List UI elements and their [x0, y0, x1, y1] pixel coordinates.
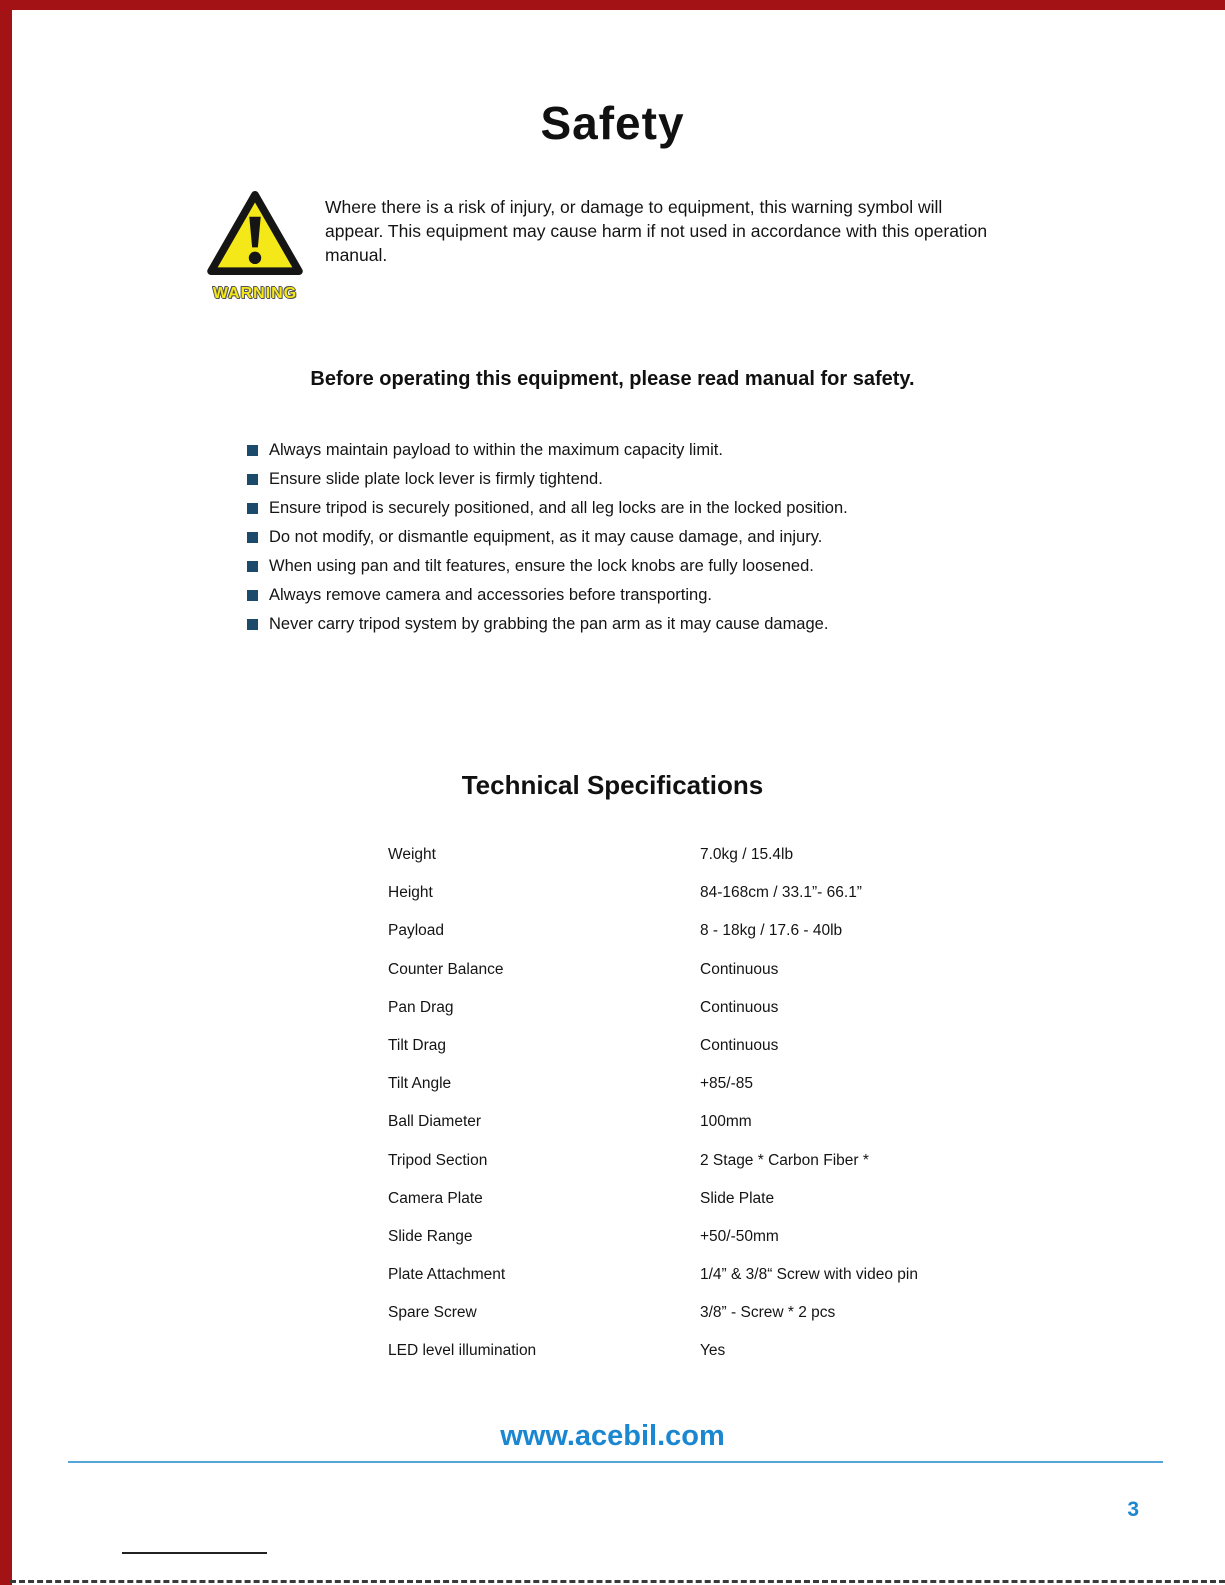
safety-heading: Before operating this equipment, please read manual for safety.: [310, 368, 915, 390]
square-bullet-icon: [247, 445, 258, 456]
page-title: Safety: [540, 97, 685, 149]
spec-row: [388, 1075, 1028, 1113]
spec-row: [388, 1190, 1028, 1228]
spec-row: [388, 1266, 1028, 1304]
spec-row: [388, 961, 1028, 999]
spec-row: [388, 999, 1028, 1037]
square-bullet-icon: [247, 532, 258, 543]
safety-item-text: Ensure tripod is securely positioned, and all leg locks are in the locked position.: [269, 499, 848, 517]
spec-value: +85/-85: [700, 1075, 754, 1093]
spec-value: Yes: [700, 1342, 726, 1360]
spec-row: [388, 1037, 1028, 1075]
website-url: www.acebil.com: [500, 1420, 725, 1452]
square-bullet-icon: [247, 619, 258, 630]
safety-item-text: When using pan and tilt features, ensure the lock knobs are fully loosened.: [269, 557, 814, 575]
spec-label: Tilt Drag: [388, 1036, 446, 1054]
scan-edge-top: [0, 0, 1225, 10]
spec-row: [388, 1113, 1028, 1151]
square-bullet-icon: [247, 561, 258, 572]
specs-table: [388, 846, 1028, 1381]
spec-row: [388, 884, 1028, 922]
square-bullet-icon: [247, 474, 258, 485]
square-bullet-icon: [247, 503, 258, 514]
safety-list-item: [247, 465, 848, 494]
spec-value: Continuous: [700, 1036, 779, 1054]
spec-label: Pan Drag: [388, 998, 454, 1016]
warning-label: WARNING: [212, 285, 298, 302]
warning-triangle-icon: [207, 190, 303, 276]
spec-label: Tripod Section: [388, 1151, 488, 1169]
scan-edge-bottom: [10, 1580, 1225, 1583]
spec-label: Camera Plate: [388, 1189, 483, 1207]
spec-value: 100mm: [700, 1113, 752, 1131]
spec-value: 2 Stage * Carbon Fiber *: [700, 1151, 869, 1169]
spec-label: Tilt Angle: [388, 1075, 452, 1093]
spec-label: Payload: [388, 922, 445, 940]
safety-list-item: [247, 436, 848, 465]
spec-value: 3/8” - Screw * 2 pcs: [700, 1304, 836, 1322]
spec-row: [388, 1342, 1028, 1380]
spec-label: Slide Range: [388, 1227, 473, 1245]
safety-item-text: Always remove camera and accessories before transporting.: [269, 586, 712, 604]
safety-list: [247, 436, 848, 639]
warning-section: [205, 190, 1005, 303]
spec-label: Spare Screw: [388, 1304, 477, 1322]
spec-value: Continuous: [700, 960, 779, 978]
spec-value: Slide Plate: [700, 1189, 775, 1207]
spec-label: Counter Balance: [388, 960, 504, 978]
warning-text: Where there is a risk of injury, or damage to equipment, this warning symbol will appear. This equipment may cause harm if not used in accordance with this operation manual.: [325, 197, 988, 266]
safety-list-item: [247, 581, 848, 610]
specs-heading: Technical Specifications: [461, 770, 764, 800]
scan-artifact-line: [122, 1552, 267, 1554]
spec-label: Weight: [388, 846, 436, 863]
spec-value: 84-168cm / 33.1”- 66.1”: [700, 884, 862, 902]
safety-list-item: [247, 610, 848, 639]
spec-label: LED level illumination: [388, 1342, 537, 1360]
spec-value: 8 - 18kg / 17.6 - 40lb: [700, 922, 843, 940]
spec-row: [388, 846, 1028, 884]
spec-label: Plate Attachment: [388, 1266, 506, 1284]
square-bullet-icon: [247, 590, 258, 601]
spec-row: [388, 1228, 1028, 1266]
safety-list-item: [247, 523, 848, 552]
spec-value: +50/-50mm: [700, 1227, 779, 1245]
spec-value: 1/4” & 3/8“ Screw with video pin: [700, 1266, 918, 1284]
spec-label: Height: [388, 884, 433, 902]
spec-row: [388, 1152, 1028, 1190]
safety-item-text: Ensure slide plate lock lever is firmly tightend.: [269, 470, 603, 488]
safety-list-item: [247, 494, 848, 523]
spec-row: [388, 922, 1028, 960]
spec-value: 7.0kg / 15.4lb: [700, 846, 794, 863]
page-number: 3: [1127, 1498, 1139, 1521]
safety-item-text: Do not modify, or dismantle equipment, as it may cause damage, and injury.: [269, 528, 823, 546]
spec-row: [388, 1304, 1028, 1342]
safety-item-text: Always maintain payload to within the maximum capacity limit.: [269, 441, 723, 459]
spec-label: Ball Diameter: [388, 1113, 482, 1131]
safety-list-item: [247, 552, 848, 581]
footer-divider: [68, 1461, 1163, 1463]
spec-value: Continuous: [700, 998, 779, 1016]
safety-item-text: Never carry tripod system by grabbing the pan arm as it may cause damage.: [269, 615, 829, 633]
warning-icon-wrap: [205, 190, 305, 303]
